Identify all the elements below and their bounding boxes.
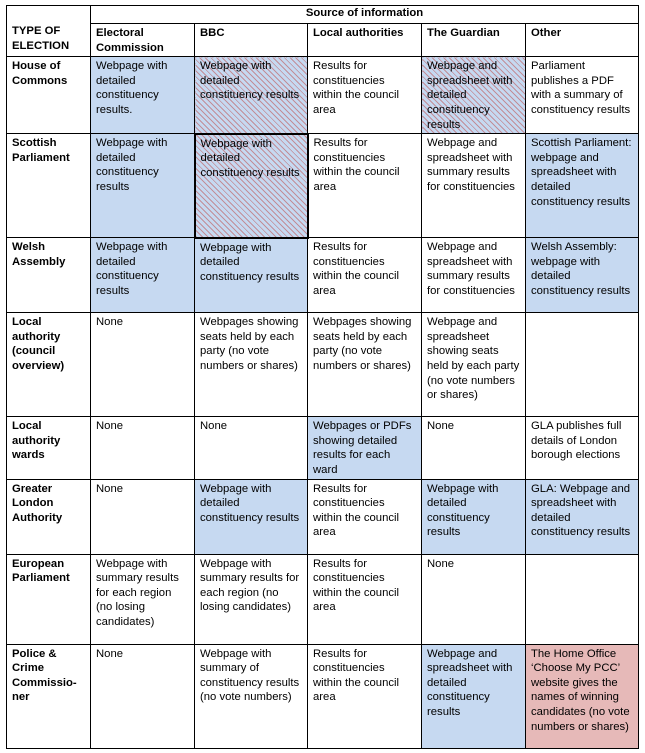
table-cell: Results for constituencies within the council area — [308, 57, 422, 134]
table-cell: Webpage and spreadsheet with summary results for constituencies — [422, 238, 526, 313]
table-cell: Webpage and spreadsheet with detailed constituency results — [422, 644, 526, 748]
row-header-greater-london-authority: Greater London Authority — [7, 479, 91, 554]
table-cell: None — [422, 417, 526, 479]
table-cell: Webpage with detailed constituency results — [195, 479, 308, 554]
table-cell: Webpage with detailed constituency results. — [91, 57, 195, 134]
table-row — [7, 313, 639, 417]
table-cell: Results for constituencies within the council area — [308, 238, 422, 313]
table-row — [7, 417, 639, 479]
table-cell: Webpage with detailed constituency results — [195, 238, 308, 313]
row-header-police-crime-commissioner: Police & Crime Commissio-ner — [7, 644, 91, 748]
table-cell: Webpages showing seats held by each party (no vote numbers or shares) — [308, 313, 422, 417]
table-cell: Webpage with detailed constituency results — [91, 238, 195, 313]
table-cell: Webpage and spreadsheet showing seats held by each party (no vote numbers or shares) — [422, 313, 526, 417]
table-cell: None — [91, 313, 195, 417]
header-row-columns — [7, 24, 639, 57]
table-cell: None — [91, 644, 195, 748]
table-cell: Results for constituencies within the council area — [308, 644, 422, 748]
row-header-local-authority-wards: Local authority wards — [7, 417, 91, 479]
table-cell: Scottish Parliament: webpage and spreadsheet with detailed constituency results — [526, 134, 639, 238]
table-cell: Webpage with summary results for each region (no losing candidates) — [195, 554, 308, 644]
table-cell: None — [422, 554, 526, 644]
table-cell: Webpage with detailed constituency results — [195, 134, 308, 238]
table-cell: Parliament publishes a PDF with a summary of constituency results — [526, 57, 639, 134]
table-cell: Webpage and spreadsheet with summary results for constituencies — [422, 134, 526, 238]
table-row — [7, 644, 639, 748]
table-cell: Webpage with summary of constituency results (no vote numbers) — [195, 644, 308, 748]
table-cell: Results for constituencies within the council area — [308, 134, 422, 238]
table-cell — [526, 554, 639, 644]
header-row-source — [7, 6, 639, 24]
table-cell: GLA publishes full details of London borough elections — [526, 417, 639, 479]
column-header-bbc: BBC — [195, 24, 308, 57]
table-cell: Webpage with summary results for each region (no losing candidates) — [91, 554, 195, 644]
table-cell: Welsh Assembly: webpage with detailed constituency results — [526, 238, 639, 313]
table-cell: Webpages or PDFs showing detailed results for each ward — [308, 417, 422, 479]
election-sources-table — [6, 5, 639, 749]
table-cell: None — [91, 417, 195, 479]
corner-header: TYPE OF ELECTION — [7, 6, 91, 57]
table-cell: None — [91, 479, 195, 554]
column-header-electoral-commission: Electoral Commission — [91, 24, 195, 57]
table-cell: Results for constituencies within the council area — [308, 554, 422, 644]
row-header-european-parliament: European Parliament — [7, 554, 91, 644]
table-cell: None — [195, 417, 308, 479]
table-cell: Webpage and spreadsheet with detailed constituency results — [422, 57, 526, 134]
table-cell: GLA: Webpage and spreadsheet with detailed constituency results — [526, 479, 639, 554]
table-cell: Webpages showing seats held by each party (no vote numbers or shares) — [195, 313, 308, 417]
table-row — [7, 57, 639, 134]
row-header-house-of-commons: House of Commons — [7, 57, 91, 134]
table-row — [7, 134, 639, 238]
table-cell: Webpage with detailed constituency results — [195, 57, 308, 134]
column-header-other: Other — [526, 24, 639, 57]
column-header-local-authorities: Local authorities — [308, 24, 422, 57]
column-header-guardian: The Guardian — [422, 24, 526, 57]
table-row — [7, 479, 639, 554]
row-header-welsh-assembly: Welsh Assembly — [7, 238, 91, 313]
table-cell: Results for constituencies within the council area — [308, 479, 422, 554]
table-cell — [526, 313, 639, 417]
table-row — [7, 554, 639, 644]
table-cell: Webpage with detailed constituency results — [422, 479, 526, 554]
table-cell: The Home Office ‘Choose My PCC’ website gives the names of winning candidates (no vote numbers or shares) — [526, 644, 639, 748]
row-header-local-authority-overview: Local authority (council overview) — [7, 313, 91, 417]
table-cell: Webpage with detailed constituency results — [91, 134, 195, 238]
row-header-scottish-parliament: Scottish Parliament — [7, 134, 91, 238]
table-row — [7, 238, 639, 313]
source-header: Source of information — [91, 6, 639, 24]
